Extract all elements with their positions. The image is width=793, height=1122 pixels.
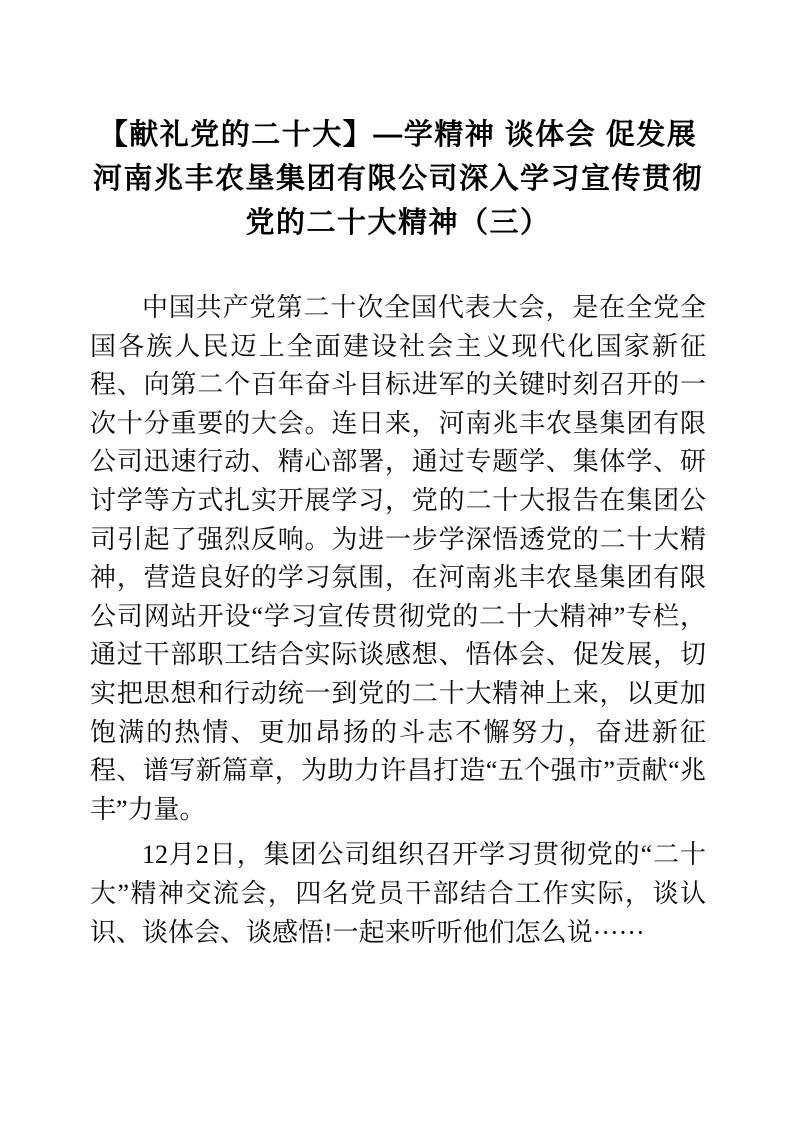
body-paragraph-1: 中国共产党第二十次全国代表大会，是在全党全国各族人民迈上全面建设社会主义现代化国家新征程、向第二个百年奋斗目标进军的关键时刻召开的一次十分重要的大会。连日来，河南兆丰农垦集团有限公司迅速行动、精心部署，通过专题学、集体学、研讨学等方式扎实开展学习，党的二十大报告在集团公司引起了强烈反响。为进一步学深悟透党的二十大精神，营造良好的学习氛围，在河南兆丰农垦集团有限公司网站开设“学习宣传贯彻党的二十大精神”专栏，通过干部职工结合实际谈感想、悟体会、促发展，切实把思想和行动统一到党的二十大精神上来，以更加饱满的热情、更加昂扬的斗志不懈努力，奋进新征程、谱写新篇章，为助力许昌打造“五个强市”贡献“兆丰”力量。: [90, 293, 706, 824]
title-line-3: 党的二十大精神（三）: [245, 207, 551, 239]
title-line-2: 河南兆丰农垦集团有限公司深入学习宣传贯彻: [92, 163, 703, 195]
title-line-1: 【献礼党的二十大】—学精神 谈体会 促发展: [98, 119, 698, 151]
body-paragraph-2: 12月2日，集团公司组织召开学习贯彻党的“二十大”精神交流会，四名党员干部结合工作实际，谈认识、谈体会、谈感悟!一起来听听他们怎么说······: [90, 840, 706, 947]
document-title: [90, 113, 706, 245]
document-body: [90, 289, 706, 952]
